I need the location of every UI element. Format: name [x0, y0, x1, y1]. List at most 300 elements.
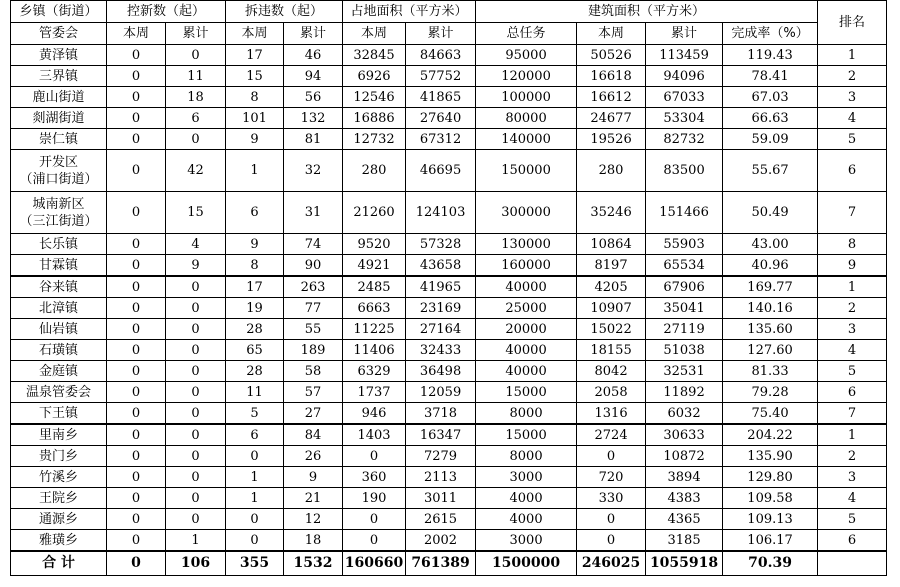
sub-header: 本周	[226, 23, 284, 45]
region-name: 开发区	[38, 154, 78, 170]
region-name: 里南乡	[38, 427, 78, 443]
value-cell: 16612	[577, 87, 646, 108]
value-cell: 32433	[406, 340, 476, 361]
value-cell: 0	[107, 424, 166, 446]
region-name-cell	[11, 150, 107, 192]
region-name: 剡湖街道	[32, 110, 85, 126]
value-cell: 9520	[343, 234, 406, 255]
value-cell: 0	[166, 424, 226, 446]
value-cell: 0	[226, 530, 284, 552]
value-cell: 135.90	[723, 446, 818, 467]
value-cell: 140000	[476, 129, 577, 150]
value-cell: 18155	[577, 340, 646, 361]
value-cell: 720	[577, 467, 646, 488]
value-cell: 1	[166, 530, 226, 552]
value-cell: 151466	[646, 192, 723, 234]
value-cell: 9	[284, 467, 343, 488]
table-row	[11, 488, 887, 509]
value-cell: 190	[343, 488, 406, 509]
header-row-1	[11, 1, 887, 23]
value-cell: 79.28	[723, 382, 818, 403]
table-row	[11, 108, 887, 129]
value-cell: 32531	[646, 361, 723, 382]
value-cell: 0	[166, 446, 226, 467]
demolition-progress-table	[10, 0, 887, 576]
value-cell: 15022	[577, 319, 646, 340]
rank-cell: 9	[818, 255, 887, 277]
value-cell: 0	[166, 129, 226, 150]
value-cell: 81	[284, 129, 343, 150]
group-header-control: 控新数（起）	[107, 1, 226, 23]
value-cell: 11	[226, 382, 284, 403]
value-cell: 75.40	[723, 403, 818, 425]
value-cell: 0	[107, 255, 166, 277]
value-cell: 6	[226, 192, 284, 234]
value-cell: 0	[343, 509, 406, 530]
total-value-cell: 761389	[406, 551, 476, 576]
value-cell: 6926	[343, 66, 406, 87]
value-cell: 160000	[476, 255, 577, 277]
value-cell: 11406	[343, 340, 406, 361]
table-row	[11, 509, 887, 530]
value-cell: 55.67	[723, 150, 818, 192]
value-cell: 36498	[406, 361, 476, 382]
value-cell: 41965	[406, 276, 476, 298]
total-value-cell: 1055918	[646, 551, 723, 576]
region-name: 王院乡	[38, 490, 78, 506]
value-cell: 360	[343, 467, 406, 488]
region-name-cell	[11, 45, 107, 66]
region-name-cell	[11, 488, 107, 509]
group-header-demolish: 拆违数（起）	[226, 1, 343, 23]
value-cell: 0	[166, 361, 226, 382]
rank-cell: 1	[818, 45, 887, 66]
value-cell: 0	[166, 403, 226, 425]
sub-header: 总任务	[476, 23, 577, 45]
total-value-cell: 1532	[284, 551, 343, 576]
table-row	[11, 234, 887, 255]
value-cell: 53304	[646, 108, 723, 129]
group-header-land-area: 占地面积（平方米）	[343, 1, 476, 23]
value-cell: 17	[226, 276, 284, 298]
value-cell: 0	[107, 45, 166, 66]
region-name-alias: （浦口街道）	[19, 171, 98, 187]
value-cell: 0	[107, 361, 166, 382]
value-cell: 3718	[406, 403, 476, 425]
value-cell: 0	[166, 488, 226, 509]
value-cell: 18	[166, 87, 226, 108]
region-name: 甘霖镇	[38, 257, 78, 273]
rank-cell: 2	[818, 298, 887, 319]
value-cell: 0	[107, 488, 166, 509]
value-cell: 8	[226, 255, 284, 277]
region-name: 仙岩镇	[38, 321, 78, 337]
value-cell: 56	[284, 87, 343, 108]
total-value-cell: 0	[107, 551, 166, 576]
value-cell: 15	[166, 192, 226, 234]
table-row	[11, 87, 887, 108]
value-cell: 0	[166, 382, 226, 403]
table-row	[11, 361, 887, 382]
value-cell: 0	[107, 403, 166, 425]
table-row	[11, 467, 887, 488]
region-name: 北漳镇	[38, 300, 78, 316]
value-cell: 0	[107, 340, 166, 361]
value-cell: 10907	[577, 298, 646, 319]
value-cell: 83500	[646, 150, 723, 192]
value-cell: 3011	[406, 488, 476, 509]
table-row	[11, 446, 887, 467]
value-cell: 3894	[646, 467, 723, 488]
region-header-sub: 管委会	[11, 23, 107, 45]
table-row	[11, 382, 887, 403]
value-cell: 113459	[646, 45, 723, 66]
total-value-cell: 160660	[343, 551, 406, 576]
region-name: 长乐镇	[38, 236, 78, 252]
table-row	[11, 319, 887, 340]
rank-cell: 2	[818, 446, 887, 467]
value-cell: 1	[226, 150, 284, 192]
rank-cell: 3	[818, 87, 887, 108]
rank-cell: 6	[818, 382, 887, 403]
value-cell: 11892	[646, 382, 723, 403]
sub-header: 本周	[577, 23, 646, 45]
value-cell: 300000	[476, 192, 577, 234]
value-cell: 25000	[476, 298, 577, 319]
total-value-cell: 246025	[577, 551, 646, 576]
rank-cell: 1	[818, 276, 887, 298]
value-cell: 0	[107, 509, 166, 530]
rank-cell: 6	[818, 530, 887, 552]
value-cell: 189	[284, 340, 343, 361]
value-cell: 12546	[343, 87, 406, 108]
value-cell: 109.58	[723, 488, 818, 509]
value-cell: 84	[284, 424, 343, 446]
value-cell: 82732	[646, 129, 723, 150]
rank-cell: 2	[818, 66, 887, 87]
value-cell: 0	[107, 467, 166, 488]
region-name-cell	[11, 108, 107, 129]
region-name: 贵门乡	[38, 448, 78, 464]
table-row	[11, 45, 887, 66]
value-cell: 3000	[476, 467, 577, 488]
value-cell: 2724	[577, 424, 646, 446]
rank-cell: 3	[818, 319, 887, 340]
value-cell: 57328	[406, 234, 476, 255]
rank-cell: 4	[818, 108, 887, 129]
value-cell: 80000	[476, 108, 577, 129]
value-cell: 77	[284, 298, 343, 319]
region-name: 雅璜乡	[38, 532, 78, 548]
value-cell: 12059	[406, 382, 476, 403]
value-cell: 2113	[406, 467, 476, 488]
region-name-cell	[11, 530, 107, 552]
value-cell: 57	[284, 382, 343, 403]
table-row	[11, 66, 887, 87]
value-cell: 0	[226, 446, 284, 467]
value-cell: 280	[343, 150, 406, 192]
total-row	[11, 551, 887, 576]
value-cell: 67033	[646, 87, 723, 108]
value-cell: 18	[284, 530, 343, 552]
value-cell: 204.22	[723, 424, 818, 446]
value-cell: 16618	[577, 66, 646, 87]
value-cell: 55903	[646, 234, 723, 255]
value-cell: 124103	[406, 192, 476, 234]
value-cell: 11225	[343, 319, 406, 340]
value-cell: 21260	[343, 192, 406, 234]
value-cell: 51038	[646, 340, 723, 361]
region-name: 竹溪乡	[38, 469, 78, 485]
value-cell: 3000	[476, 530, 577, 552]
value-cell: 74	[284, 234, 343, 255]
region-name: 城南新区	[32, 196, 85, 212]
value-cell: 43.00	[723, 234, 818, 255]
value-cell: 26	[284, 446, 343, 467]
value-cell: 28	[226, 361, 284, 382]
value-cell: 32	[284, 150, 343, 192]
value-cell: 0	[343, 446, 406, 467]
value-cell: 120000	[476, 66, 577, 87]
region-name-cell	[11, 467, 107, 488]
value-cell: 0	[107, 66, 166, 87]
value-cell: 10872	[646, 446, 723, 467]
value-cell: 1316	[577, 403, 646, 425]
value-cell: 23169	[406, 298, 476, 319]
value-cell: 32845	[343, 45, 406, 66]
value-cell: 100000	[476, 87, 577, 108]
region-name-cell	[11, 129, 107, 150]
value-cell: 0	[166, 467, 226, 488]
value-cell: 263	[284, 276, 343, 298]
sub-header: 累计	[284, 23, 343, 45]
value-cell: 6032	[646, 403, 723, 425]
value-cell: 20000	[476, 319, 577, 340]
table-row	[11, 255, 887, 277]
value-cell: 81.33	[723, 361, 818, 382]
value-cell: 42	[166, 150, 226, 192]
region-name-cell	[11, 382, 107, 403]
value-cell: 0	[343, 530, 406, 552]
value-cell: 6329	[343, 361, 406, 382]
value-cell: 0	[166, 45, 226, 66]
rank-cell: 4	[818, 340, 887, 361]
value-cell: 4000	[476, 509, 577, 530]
region-name-cell	[11, 66, 107, 87]
value-cell: 330	[577, 488, 646, 509]
total-value-cell: 1500000	[476, 551, 577, 576]
region-name-cell	[11, 509, 107, 530]
region-name-cell	[11, 403, 107, 425]
region-name-cell	[11, 87, 107, 108]
value-cell: 8	[226, 87, 284, 108]
rank-header: 排名	[818, 1, 887, 45]
value-cell: 27	[284, 403, 343, 425]
value-cell: 0	[107, 234, 166, 255]
value-cell: 35246	[577, 192, 646, 234]
value-cell: 2002	[406, 530, 476, 552]
sub-header: 累计	[406, 23, 476, 45]
value-cell: 9	[226, 129, 284, 150]
value-cell: 119.43	[723, 45, 818, 66]
value-cell: 0	[107, 382, 166, 403]
value-cell: 57752	[406, 66, 476, 87]
total-rank-cell	[818, 551, 887, 576]
sub-header: 完成率（%）	[723, 23, 818, 45]
table-row	[11, 530, 887, 552]
value-cell: 46695	[406, 150, 476, 192]
value-cell: 67.03	[723, 87, 818, 108]
region-name: 石璜镇	[38, 342, 78, 358]
value-cell: 84663	[406, 45, 476, 66]
total-value-cell: 70.39	[723, 551, 818, 576]
value-cell: 6663	[343, 298, 406, 319]
value-cell: 15000	[476, 382, 577, 403]
value-cell: 140.16	[723, 298, 818, 319]
table-row	[11, 150, 887, 192]
rank-cell: 1	[818, 424, 887, 446]
value-cell: 12	[284, 509, 343, 530]
value-cell: 946	[343, 403, 406, 425]
value-cell: 30633	[646, 424, 723, 446]
region-name-cell	[11, 424, 107, 446]
value-cell: 4	[166, 234, 226, 255]
value-cell: 6	[226, 424, 284, 446]
value-cell: 1737	[343, 382, 406, 403]
rank-cell: 5	[818, 509, 887, 530]
region-name: 崇仁镇	[38, 131, 78, 147]
value-cell: 0	[166, 276, 226, 298]
value-cell: 0	[226, 509, 284, 530]
region-name: 谷来镇	[38, 279, 78, 295]
value-cell: 40000	[476, 276, 577, 298]
region-name: 通源乡	[38, 511, 78, 527]
value-cell: 19	[226, 298, 284, 319]
value-cell: 0	[166, 298, 226, 319]
sub-header: 本周	[343, 23, 406, 45]
value-cell: 135.60	[723, 319, 818, 340]
value-cell: 59.09	[723, 129, 818, 150]
value-cell: 19526	[577, 129, 646, 150]
value-cell: 9	[166, 255, 226, 277]
value-cell: 0	[107, 298, 166, 319]
rank-cell: 6	[818, 150, 887, 192]
value-cell: 65	[226, 340, 284, 361]
value-cell: 40000	[476, 340, 577, 361]
value-cell: 127.60	[723, 340, 818, 361]
sub-header: 本周	[107, 23, 166, 45]
total-label: 合 计	[11, 551, 107, 576]
table-row	[11, 192, 887, 234]
value-cell: 67312	[406, 129, 476, 150]
value-cell: 67906	[646, 276, 723, 298]
region-name-cell	[11, 340, 107, 361]
table-row	[11, 276, 887, 298]
value-cell: 17	[226, 45, 284, 66]
value-cell: 90	[284, 255, 343, 277]
value-cell: 21	[284, 488, 343, 509]
value-cell: 0	[107, 446, 166, 467]
value-cell: 0	[107, 129, 166, 150]
region-name-cell	[11, 446, 107, 467]
value-cell: 8000	[476, 403, 577, 425]
value-cell: 50.49	[723, 192, 818, 234]
value-cell: 43658	[406, 255, 476, 277]
region-name-alias: （三江街道）	[19, 213, 98, 229]
value-cell: 4383	[646, 488, 723, 509]
value-cell: 101	[226, 108, 284, 129]
region-name-cell	[11, 298, 107, 319]
region-name: 金庭镇	[38, 363, 78, 379]
value-cell: 0	[577, 509, 646, 530]
value-cell: 0	[107, 192, 166, 234]
value-cell: 5	[226, 403, 284, 425]
value-cell: 0	[107, 319, 166, 340]
region-name-cell	[11, 192, 107, 234]
region-name-cell	[11, 361, 107, 382]
value-cell: 109.13	[723, 509, 818, 530]
value-cell: 27164	[406, 319, 476, 340]
value-cell: 4205	[577, 276, 646, 298]
value-cell: 65534	[646, 255, 723, 277]
value-cell: 1	[226, 467, 284, 488]
region-header: 乡镇（街道）	[11, 1, 107, 23]
value-cell: 8197	[577, 255, 646, 277]
value-cell: 27640	[406, 108, 476, 129]
value-cell: 15000	[476, 424, 577, 446]
value-cell: 7279	[406, 446, 476, 467]
value-cell: 0	[577, 530, 646, 552]
value-cell: 0	[577, 446, 646, 467]
value-cell: 40000	[476, 361, 577, 382]
report-table-container	[10, 0, 886, 587]
value-cell: 31	[284, 192, 343, 234]
value-cell: 24677	[577, 108, 646, 129]
value-cell: 94	[284, 66, 343, 87]
value-cell: 16347	[406, 424, 476, 446]
header-row-2	[11, 23, 887, 45]
rank-cell: 4	[818, 488, 887, 509]
value-cell: 35041	[646, 298, 723, 319]
value-cell: 0	[107, 87, 166, 108]
region-name-cell	[11, 276, 107, 298]
value-cell: 4365	[646, 509, 723, 530]
total-value-cell: 355	[226, 551, 284, 576]
value-cell: 2485	[343, 276, 406, 298]
rank-cell: 5	[818, 361, 887, 382]
value-cell: 6	[166, 108, 226, 129]
value-cell: 11	[166, 66, 226, 87]
value-cell: 3185	[646, 530, 723, 552]
region-name-cell	[11, 319, 107, 340]
value-cell: 78.41	[723, 66, 818, 87]
region-name: 温泉管委会	[25, 384, 91, 400]
value-cell: 2058	[577, 382, 646, 403]
total-value-cell: 106	[166, 551, 226, 576]
value-cell: 9	[226, 234, 284, 255]
value-cell: 1403	[343, 424, 406, 446]
value-cell: 66.63	[723, 108, 818, 129]
value-cell: 10864	[577, 234, 646, 255]
value-cell: 0	[107, 108, 166, 129]
value-cell: 130000	[476, 234, 577, 255]
rank-cell: 3	[818, 467, 887, 488]
value-cell: 8042	[577, 361, 646, 382]
value-cell: 50526	[577, 45, 646, 66]
table-row	[11, 424, 887, 446]
value-cell: 150000	[476, 150, 577, 192]
region-name-cell	[11, 234, 107, 255]
